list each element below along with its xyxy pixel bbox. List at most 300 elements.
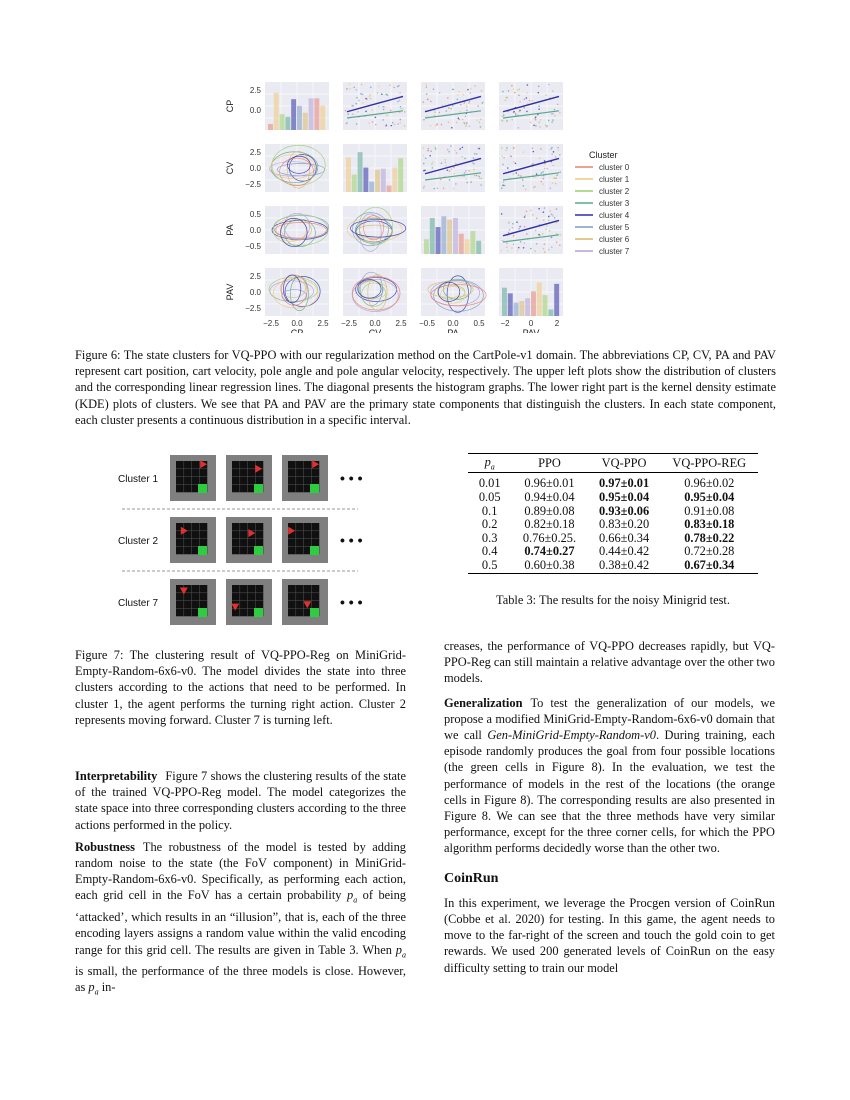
scatter-point [506, 246, 508, 248]
scatter-point [513, 173, 515, 175]
scatter-point [540, 181, 542, 183]
result-cell: 0.94±0.04 [524, 490, 575, 505]
row-tick-label: 0.0 [249, 226, 261, 235]
scatter-point [552, 215, 554, 217]
scatter-point [523, 185, 525, 187]
pa-value-cell: 0.5 [481, 558, 498, 573]
scatter-point [423, 155, 425, 157]
scatter-point [445, 162, 447, 164]
col-tick-label: 0 [528, 319, 534, 328]
scatter-point [439, 92, 441, 94]
scatter-point [556, 208, 558, 210]
scatter-point [549, 187, 551, 189]
scatter-point [392, 122, 394, 124]
scatter-point [372, 109, 374, 111]
scatter-point [526, 211, 528, 213]
scatter-point [554, 115, 556, 117]
scatter-point [462, 119, 464, 121]
scatter-point [538, 208, 540, 210]
scatter-point [476, 153, 478, 155]
scatter-point [423, 163, 425, 165]
scatter-point [513, 235, 515, 237]
pa-value-cell: 0.4 [481, 544, 498, 559]
scatter-point [362, 102, 364, 104]
col-axis-label: CV [368, 328, 382, 333]
result-cell: 0.76±0.25. [522, 530, 577, 545]
scatter-point [479, 121, 481, 123]
scatter-point [544, 251, 546, 253]
histogram-bar [280, 114, 285, 130]
row-tick-label: 2.5 [249, 272, 261, 281]
scatter-point [385, 125, 387, 127]
scatter-point [543, 248, 545, 250]
histogram-bar [441, 216, 446, 254]
scatter-point [353, 87, 355, 89]
scatter-point [455, 183, 457, 185]
histogram-bar [453, 218, 458, 254]
scatter-point [533, 187, 535, 189]
table-row [468, 532, 758, 546]
scatter-point [538, 122, 540, 124]
scatter-point [399, 100, 401, 102]
scatter-point [394, 123, 396, 125]
scatter-point [452, 105, 454, 107]
scatter-point [427, 99, 429, 101]
histogram-bar [314, 98, 319, 130]
scatter-point [370, 98, 372, 100]
col-tick-label: 2 [554, 319, 560, 328]
scatter-point [464, 172, 466, 174]
scatter-point [501, 120, 503, 122]
histogram-bar [470, 231, 475, 254]
scatter-point [526, 233, 528, 235]
scatter-point [456, 122, 458, 124]
scatter-point [530, 121, 532, 123]
scatter-point [369, 96, 371, 98]
scatter-point [538, 92, 540, 94]
scatter-point [426, 115, 428, 117]
scatter-point [555, 183, 557, 185]
cluster-label: Cluster 1 [118, 474, 159, 485]
histogram-bar [285, 117, 290, 130]
scatter-point [442, 104, 444, 106]
scatter-point [423, 187, 425, 189]
scatter-point [369, 94, 371, 96]
pa-value-cell: 0.05 [478, 490, 501, 505]
histogram-bar [352, 175, 357, 192]
histogram-bar [465, 239, 470, 254]
header-ppo: PPO [511, 454, 587, 473]
scatter-point [527, 84, 529, 86]
scatter-point [472, 162, 474, 164]
scatter-point [518, 89, 520, 91]
scatter-point [554, 177, 556, 179]
scatter-point [534, 118, 536, 120]
scatter-point [462, 147, 464, 149]
scatter-point [398, 85, 400, 87]
figure-7-cluster-grid [108, 455, 370, 635]
scatter-point [423, 119, 425, 121]
col-axis-label: PAV [522, 328, 540, 333]
table-row [468, 545, 758, 559]
scatter-point [559, 244, 561, 246]
scatter-point [466, 109, 468, 111]
scatter-point [474, 85, 476, 87]
histogram-bar [398, 158, 403, 192]
scatter-point [390, 110, 392, 112]
cluster-label: Cluster 7 [118, 598, 159, 609]
scatter-point [474, 175, 476, 177]
scatter-point [402, 108, 404, 110]
col-axis-label: PA [447, 328, 459, 333]
scatter-point [551, 121, 553, 123]
scatter-point [516, 221, 518, 223]
scatter-point [448, 107, 450, 109]
histogram-bar [346, 158, 351, 192]
scatter-point [513, 111, 515, 113]
scatter-point [404, 125, 406, 127]
scatter-point [451, 127, 453, 129]
histogram-bar [508, 293, 513, 316]
figure-6-caption: Figure 6: The state clusters for VQ-PPO with our regularization method on the CartPole-v1 domain. The abbreviations CP, CV, PA and PAV represent cart position, cart velocity, pole angle and pole angular velocity, respectively. The upper left plots show the distribution of clusters and the corresponding linear regression lines. The diagonal presents the histogram graphs. The lower right part is the kernel density estimate (KDE) plots of clusters. We see that PA and PAV are the primary state components that distinguish the clusters. In each state component, each cluster presents a continuous distribution in a specific interval. [75, 348, 776, 427]
goal-cell [198, 608, 207, 617]
result-cell: 0.96±0.01 [524, 476, 575, 491]
col-tick-label: −2.5 [263, 319, 279, 328]
scatter-point [385, 94, 387, 96]
histogram-bar [309, 98, 314, 130]
scatter-point [430, 101, 432, 103]
histogram-bar [274, 93, 279, 130]
cluster-label: Cluster 2 [118, 536, 159, 547]
ellipsis: • • • [340, 532, 363, 548]
result-cell: 0.95±0.04 [598, 490, 650, 505]
scatter-point [404, 111, 406, 113]
scatter-point [474, 153, 476, 155]
scatter-point [361, 84, 363, 86]
scatter-point [518, 127, 520, 129]
scatter-point [548, 219, 550, 221]
scatter-point [479, 178, 481, 180]
result-cell: 0.67±0.34 [684, 558, 735, 573]
legend-entry: cluster 6 [599, 235, 630, 244]
goal-cell [198, 484, 207, 493]
scatter-point [443, 187, 445, 189]
scatter-point [365, 111, 367, 113]
scatter-point [524, 98, 526, 100]
scatter-point [356, 97, 358, 99]
scatter-point [501, 155, 503, 157]
legend-entry: cluster 2 [599, 187, 630, 196]
legend-entry: cluster 0 [599, 163, 630, 172]
legend-entry: cluster 4 [599, 211, 630, 220]
scatter-point [457, 94, 459, 96]
scatter-point [453, 167, 455, 169]
scatter-point [556, 174, 558, 176]
histogram-bar [291, 99, 296, 130]
scatter-point [400, 122, 402, 124]
col-tick-label: 0.5 [473, 319, 485, 328]
ellipsis: • • • [340, 470, 363, 486]
row-tick-label: −0.5 [245, 242, 261, 251]
scatter-point [519, 101, 521, 103]
scatter-point [447, 149, 449, 151]
scatter-point [558, 150, 560, 152]
scatter-point [429, 155, 431, 157]
goal-cell [254, 608, 263, 617]
scatter-point [519, 175, 521, 177]
results-table [468, 453, 758, 574]
scatter-point [502, 185, 504, 187]
scatter-point [378, 86, 380, 88]
scatter-point [532, 147, 534, 149]
scatter-point [541, 172, 543, 174]
scatter-point [513, 148, 515, 150]
result-cell: 0.95±0.04 [684, 490, 735, 505]
scatter-point [549, 215, 551, 217]
scatter-point [536, 217, 538, 219]
scatter-point [552, 90, 554, 92]
header-vqppo-reg: VQ-PPO-REG [661, 454, 758, 473]
scatter-point [427, 150, 429, 152]
scatter-point [430, 125, 432, 127]
scatter-point [461, 156, 463, 158]
scatter-point [551, 154, 553, 156]
histogram-bar [531, 291, 536, 316]
scatter-point [552, 113, 554, 115]
histogram-bar [525, 298, 530, 316]
scatter-point [523, 247, 525, 249]
pa-value-cell: 0.2 [481, 517, 498, 532]
scatter-point [556, 241, 558, 243]
scatter-point [552, 165, 554, 167]
scatter-point [480, 184, 482, 186]
scatter-point [552, 182, 554, 184]
scatter-point [426, 87, 428, 89]
scatter-point [551, 237, 553, 239]
scatter-point [465, 178, 467, 180]
table-row [468, 518, 758, 532]
scatter-point [447, 97, 449, 99]
scatter-point [557, 147, 559, 149]
scatter-point [546, 225, 548, 227]
scatter-point [345, 110, 347, 112]
scatter-point [522, 179, 524, 181]
scatter-point [540, 148, 542, 150]
legend-entry: cluster 1 [599, 175, 630, 184]
row-tick-label: 0.5 [249, 210, 261, 219]
scatter-point [476, 119, 478, 121]
scatter-point [347, 113, 349, 115]
scatter-point [375, 124, 377, 126]
scatter-point [548, 120, 550, 122]
scatter-point [423, 170, 425, 172]
left-column-text [75, 768, 406, 1007]
scatter-point [377, 92, 379, 94]
scatter-point [431, 163, 433, 165]
scatter-point [524, 226, 526, 228]
scatter-point [358, 100, 360, 102]
scatter-point [356, 123, 358, 125]
scatter-point [435, 148, 437, 150]
scatter-point [437, 187, 439, 189]
scatter-point [510, 155, 512, 157]
row-axis-label: PA [225, 224, 235, 236]
scatter-point [535, 125, 537, 127]
scatter-point [389, 84, 391, 86]
scatter-point [539, 158, 541, 160]
scatter-point [433, 88, 435, 90]
scatter-point [445, 110, 447, 112]
scatter-point [444, 159, 446, 161]
histogram-bar [369, 182, 374, 192]
scatter-point [544, 207, 546, 209]
scatter-point [469, 101, 471, 103]
scatter-point [526, 111, 528, 113]
scatter-point [513, 88, 515, 90]
scatter-point [439, 112, 441, 114]
scatter-point [469, 92, 471, 94]
scatter-point [554, 217, 556, 219]
scatter-point [515, 114, 517, 116]
scatter-point [477, 105, 479, 107]
scatter-point [559, 154, 561, 156]
scatter-point [515, 113, 517, 115]
scatter-point [356, 89, 358, 91]
scatter-point [511, 85, 513, 87]
scatter-point [508, 90, 510, 92]
scatter-point [517, 89, 519, 91]
row-tick-label: −2.5 [245, 180, 261, 189]
scatter-point [524, 215, 526, 217]
histogram-bar [392, 168, 397, 192]
scatter-point [559, 171, 561, 173]
scatter-point [540, 119, 542, 121]
scatter-point [523, 107, 525, 109]
scatter-point [430, 150, 432, 152]
scatter-point [545, 229, 547, 231]
figure-6-pairplot [225, 78, 645, 333]
result-cell: 0.72±0.28 [684, 544, 735, 559]
scatter-point [357, 111, 359, 113]
goal-cell [310, 484, 319, 493]
scatter-point [481, 90, 483, 92]
scatter-point [513, 243, 515, 245]
scatter-point [453, 173, 455, 175]
histogram-bar [387, 186, 392, 192]
robustness-heading: Robustness [75, 839, 135, 854]
scatter-point [346, 88, 348, 90]
row-axis-label: CV [225, 161, 235, 175]
scatter-point [544, 168, 546, 170]
scatter-point [423, 147, 425, 149]
scatter-point [470, 88, 472, 90]
table-row [468, 505, 758, 519]
goal-cell [254, 484, 263, 493]
generalization-paragraph: Generalization To test the generalization of our models, we propose a modified MiniGrid-Empty-Random-6x6-v0 domain that we call Gen-MiniGrid-Empty-Random-v0. During training, each episode randomly produces the goal from four possible locations (the green cells in Figure 8). In the evaluation, we test the performance of models in the rest of the locations (the orange cells in Figure 8). The corresponding results are also presented in Figure 8. We can see that the three methods have very similar performance, except for the three corner cells, for which the PPO algorithm performs decidedly worse than the other two. [444, 695, 775, 856]
scatter-point [479, 148, 481, 150]
scatter-point [545, 124, 547, 126]
scatter-point [365, 98, 367, 100]
scatter-point [425, 85, 427, 87]
scatter-point [386, 115, 388, 117]
row-tick-label: 0.0 [249, 106, 261, 115]
scatter-point [423, 101, 425, 103]
result-cell: 0.60±0.38 [524, 558, 575, 573]
scatter-point [518, 174, 520, 176]
scatter-point [538, 86, 540, 88]
scatter-point [425, 157, 427, 159]
scatter-point [536, 243, 538, 245]
continued-paragraph: creases, the performance of VQ-PPO decreases rapidly, but VQ-PPO-Reg can still maintain a relative advantage over the other two models. [444, 639, 776, 686]
scatter-point [506, 242, 508, 244]
scatter-point [547, 168, 549, 170]
scatter-point [548, 249, 550, 251]
scatter-point [465, 125, 467, 127]
scatter-point [441, 124, 443, 126]
scatter-point [542, 233, 544, 235]
scatter-point [435, 125, 437, 127]
interpretability-paragraph: Interpretability Figure 7 shows the clustering results of the state of the trained VQ-PPO-Reg model. The model categorizes the state space into three corresponding clusters according to the three actions performed in the policy. [75, 769, 406, 832]
scatter-point [440, 179, 442, 181]
scatter-point [346, 122, 348, 124]
scatter-point [519, 111, 521, 113]
scatter-point [545, 94, 547, 96]
scatter-point [504, 185, 506, 187]
scatter-point [555, 177, 557, 179]
histogram-bar [297, 106, 302, 130]
scatter-point [433, 188, 435, 190]
table-body [468, 473, 758, 573]
scatter-point [453, 188, 455, 190]
col-tick-label: −2 [500, 319, 510, 328]
scatter-point [525, 189, 527, 191]
row-tick-label: −2.5 [245, 304, 261, 313]
scatter-point [448, 151, 450, 153]
scatter-point [464, 123, 466, 125]
col-tick-label: −0.5 [419, 319, 435, 328]
row-tick-label: 0.0 [249, 288, 261, 297]
scatter-point [556, 222, 558, 224]
col-tick-label: 2.5 [395, 319, 407, 328]
scatter-point [454, 150, 456, 152]
scatter-point [448, 121, 450, 123]
scatter-point [466, 106, 468, 108]
scatter-point [478, 176, 480, 178]
scatter-point [463, 94, 465, 96]
scatter-point [507, 250, 509, 252]
histogram-bar [424, 239, 429, 254]
histogram-bar [447, 220, 452, 254]
col-axis-label: CP [290, 328, 304, 333]
scatter-point [523, 151, 525, 153]
scatter-point [399, 92, 401, 94]
table-row [468, 473, 758, 491]
scatter-point [400, 106, 402, 108]
scatter-point [526, 97, 528, 99]
scatter-point [555, 156, 557, 158]
scatter-point [516, 172, 518, 174]
scatter-point [509, 229, 511, 231]
histogram-bar [543, 295, 548, 316]
histogram-bar [548, 309, 553, 316]
scatter-point [532, 214, 534, 216]
result-cell: 0.97±0.01 [598, 476, 650, 491]
scatter-point [381, 93, 383, 95]
scatter-point [551, 246, 553, 248]
scatter-point [534, 250, 536, 252]
result-cell: 0.93±0.06 [598, 503, 650, 518]
scatter-point [503, 181, 505, 183]
